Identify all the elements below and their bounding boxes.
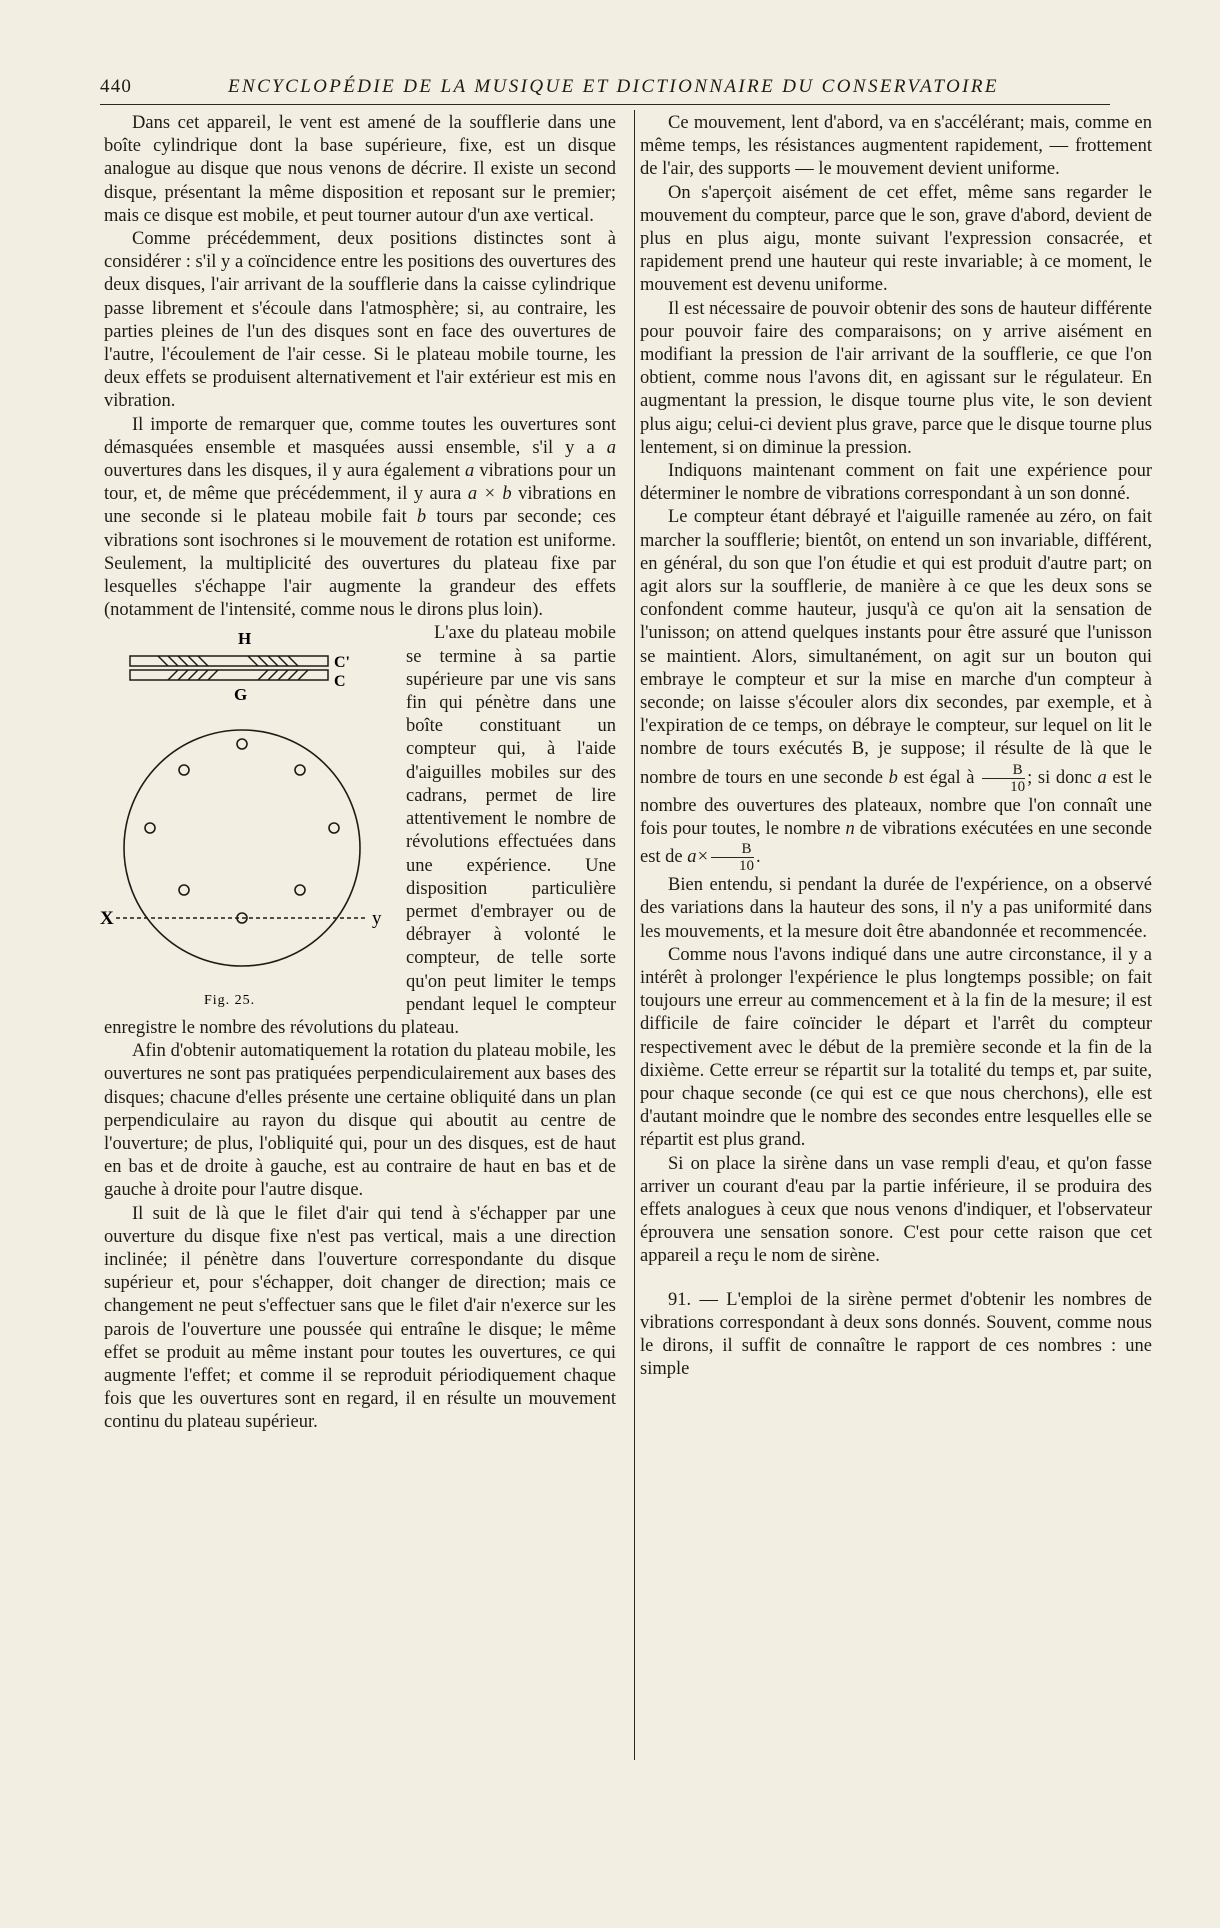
figure-siren-disks [98, 624, 398, 1016]
paragraph: Comme précédemment, deux positions distinctes sont à considérer : s'il y a coïncidence entre les positions des ouvertures des deux disques, l'air arrivant de la soufflerie dans la caisse cylindrique passe librement et s'écoule dans l'atmosphère; si, au contraire, les parties pleines de l'un des disques sont en face des ouvertures de l'autre, l'écoulement de l'air cesse. Si le plateau mobile tourne, les deux effets se produisent alternativement et l'air extérieur est mis en vibration. [104, 229, 616, 412]
paragraph: L'axe du plateau mobile se termine à sa partie supérieure par une vis sans fin qui pénètre dans une boîte constituant un compteur qui, à l'aide d'aiguilles mobiles sur des cadrans, permet de lire attentivement le nombre de révolutions effectuées dans une expérience. Une disposition particulière permet d'embrayer ou de débrayer à volonté le compteur, de telle sorte qu'on peut limiter le temps pendant lequel le compteur enregistre le nombre des révolutions du plateau. [104, 623, 616, 1038]
right-column [640, 112, 1152, 1381]
text-run: est égal à [897, 767, 981, 788]
running-header [100, 76, 1110, 105]
math-expression: a× [687, 846, 709, 867]
disk-cross-section [130, 656, 328, 680]
figure-caption: Fig. 25. [204, 993, 256, 1009]
fraction-numerator: B [1012, 761, 1023, 778]
section-paragraph: 91. — L'emploi de la sirène permet d'obtenir les nombres de vibrations correspondant à deux sons donnés. Souvent, comme nous le dirons, il suffit de connaître le rapport de ces nombres : une simple [640, 1289, 1152, 1380]
siren-diagram [98, 624, 398, 1016]
label-x: X [100, 908, 114, 930]
paragraph: Le compteur étant débrayé et l'aiguille ramenée au zéro, on fait marcher la soufflerie; bientôt, on entend un son invariable, différent, en général, du son que l'on étudie et qui est produit d'autre part; on agit alors sur la soufflerie, de manière à ce que les deux sons se confondent comme hauteur, jusqu'à ce qu'on ait la sensation de l'unisson; on attend quelques instants pour être assuré que l'unisson se maintient. Alors, simultanément, on agit sur un bouton qui embraye le compteur et sur la mise en marche d'un compteur à seconde; on laisse s'écouler alors dix secondes, par exemple, et à l'expiration de ce temps, on débraye le compteur, sur lequel on lit le nombre de tours exécutés B, je suppose; il résulte de là que le nombre de tours en une seconde b est égal à $\frac{B}{10}$ ; si donc a est le nombre des ouvertures des plateaux, nombre que l'on connaît une fois pour toutes, le nombre n de vibrations exécutées en une seconde est de a× $\frac{B}{10}$ . [640, 507, 1152, 875]
label-y: y [372, 908, 382, 930]
fraction [711, 841, 754, 874]
text-run: vibrations pour un tour, et, de même que précédemment, il y aura [104, 461, 617, 505]
fraction-numerator: B [741, 841, 752, 858]
paragraph: Si on place la sirène dans un vase rempli d'eau, et qu'on fasse arriver un courant d'eau par la partie inférieure, il se produira des effets analogues à ceux que nous venons d'indiquer, et l'observateur éprouvera une sensation sonore. C'est pour cette raison que cet appareil a reçu le nom de sirène. [640, 1153, 1152, 1267]
disk-openings [145, 739, 339, 923]
text-run: Le compteur étant débrayé et l'aiguille ramenée au zéro, on fait marcher la soufflerie; bientôt, on entend un son invariable, différent, en général, du son que l'on étudie et qui est produit d'autre part; on agit alors sur la soufflerie, de manière à ce que les deux sons se confondent comme hauteur, jusqu'à ce qu'on ait la sensation de l'unisson; on attend quelques instants pour être assuré que l'unisson se maintient. Alors, simultanément, on agit sur un bouton qui embraye le compteur et sur la mise en marche d'un compteur à seconde; on laisse s'écouler alors dix secondes, par exemple, et à l'expiration de ce temps, on débraye le compteur, sur lequel on lit le nombre de tours exécutés B, je suppose; il résulte de là que le nombre de tours en une seconde [640, 507, 1152, 788]
paragraph [104, 414, 616, 623]
text-run: de vibrations exécutées en une seconde est de [640, 818, 1152, 867]
paragraph: Afin d'obtenir automatiquement la rotation du plateau mobile, les ouvertures ne sont pas pratiquées perpendiculairement aux bases des disques; chacune d'elles présente une certaine obliquité dans un plan perpendiculaire au rayon du disque qui aboutit au centre de l'ouverture; de plus, l'obliquité qui, pour un des disques, est de haut en bas et de droite à gauche, est au contraire de haut en bas et de gauche à droite pour l'autre disque. [104, 1041, 616, 1201]
paragraph: Bien entendu, si pendant la durée de l'expérience, on a observé des variations dans la hauteur des sons, il n'y a pas uniformité dans les mouvements, et la mesure doit être abandonnée et recommencée. [640, 875, 1152, 942]
column-divider [634, 110, 635, 1760]
left-column [100, 112, 617, 1435]
page-number: 440 [100, 76, 133, 97]
fraction-denominator: 10 [982, 778, 1025, 795]
paragraph: Indiquons maintenant comment on fait une expérience pour déterminer le nombre de vibrations correspondant à un son donné. [640, 461, 1152, 505]
paragraph: Il est nécessaire de pouvoir obtenir des sons de hauteur différente pour pouvoir faire des comparaisons; on y arrive aisément en modifiant la pression de l'air arrivant de la soufflerie, ce que l'on obtient, comme nous l'avons dit, en agissant sur le régulateur. En augmentant la pression, le disque tourne plus vite, le son devient plus aigu; celui-ci devient plus grave, parce que le disque tourne plus lentement, si on diminue la pression. [640, 298, 1152, 458]
label-h: H [238, 629, 252, 649]
running-title: ENCYCLOPÉDIE DE LA MUSIQUE ET DICTIONNAIRE DU CONSERVATOIRE [228, 76, 999, 97]
paragraph: Il suit de là que le filet d'air qui tend à s'échapper par une ouverture du disque fixe n'est pas vertical, mais a une direction inclinée; il pénètre dans l'ouverture correspondante du disque supérieur et, pour s'échapper, doit changer de direction; mais ce changement ne peut s'effectuer sans que le filet d'air n'exerce sur les parois de l'ouverture une poussée qui entraîne le disque; le même effet se produit au même instant pour toutes les ouvertures, ce qui augmente l'effet; et comme il se reproduit périodiquement chaque fois que les ouvertures sont en regard, il en résulte un mouvement continu du plateau supérieur. [104, 1203, 616, 1433]
text-run: ouvertures dans les disques, il y aura également [104, 461, 465, 482]
fraction [982, 762, 1025, 795]
math-variable: a [1097, 767, 1107, 788]
text-run: Il importe de remarquer que, comme toutes les ouvertures sont démasquées ensemble et masquées aussi ensemble, s'il y a [104, 414, 616, 458]
math-variable: a [606, 437, 616, 458]
text-run: vibrations en une seconde si le plateau mobile fait [104, 484, 617, 528]
paragraph: Dans cet appareil, le vent est amené de la soufflerie dans une boîte cylindrique dont la base supérieure, fixe, est un disque analogue au disque que nous venons de décrire. Il existe un second disque, présentant la même disposition et reposant sur le premier; mais ce disque est mobile, et peut tourner autour d'un axe vertical. [104, 113, 616, 226]
fraction-denominator: 10 [711, 857, 754, 874]
text-run: tours par seconde; ces vibrations sont isochrones si le mouvement de rotation est uniforme. Seulement, la multiplicité des ouvertures du plateau fixe par lesquelles s'échappe l'air augmente la grandeur des effets (notamment de l'intensité, comme nous le dirons plus loin). [104, 507, 616, 621]
paragraph: Comme nous l'avons indiqué dans une autre circonstance, il y a intérêt à prolonger l'expérience le plus longtemps possible; on fait toujours une erreur au commencement et à la fin de la mesure; il est difficile de faire coïncider le départ et l'arrêt du compteur respectivement avec le début de la première seconde et la fin de la dixième. Cette erreur se répartit sur la totalité du temps et, par suite, pour chaque seconde (ce qui est ce que nous cherchons), elle est d'autant moindre que le nombre des secondes entre lesquelles elle se répartit est plus grand. [640, 944, 1152, 1151]
text-run: ; si donc [1027, 767, 1098, 788]
label-g: G [234, 685, 248, 705]
math-variable: a [465, 461, 475, 482]
label-c-prime: C' [334, 654, 350, 672]
paragraph: Ce mouvement, lent d'abord, va en s'accélérant; mais, comme en même temps, les résistances augmentent rapidement, — frottement de l'air, des supports — le mouvement devient uniforme. [640, 113, 1152, 180]
text-run: est le nombre des ouvertures des plateaux, nombre que l'on connaît une fois pour toutes, le nombre [640, 767, 1152, 839]
math-variable: n [845, 818, 855, 839]
disk-outline [124, 730, 360, 966]
paragraph: On s'aperçoit aisément de cet effet, même sans regarder le mouvement du compteur, parce que le son, grave d'abord, devient de plus en plus aigu, monte suivant l'expression consacrée, et rapidement prend une hauteur qui reste invariable; à ce moment, le mouvement est devenu uniforme. [640, 182, 1152, 296]
math-variable: b [416, 507, 427, 528]
math-expression: a × b [467, 484, 512, 505]
math-variable: b [888, 767, 898, 788]
label-c: C [334, 673, 346, 691]
